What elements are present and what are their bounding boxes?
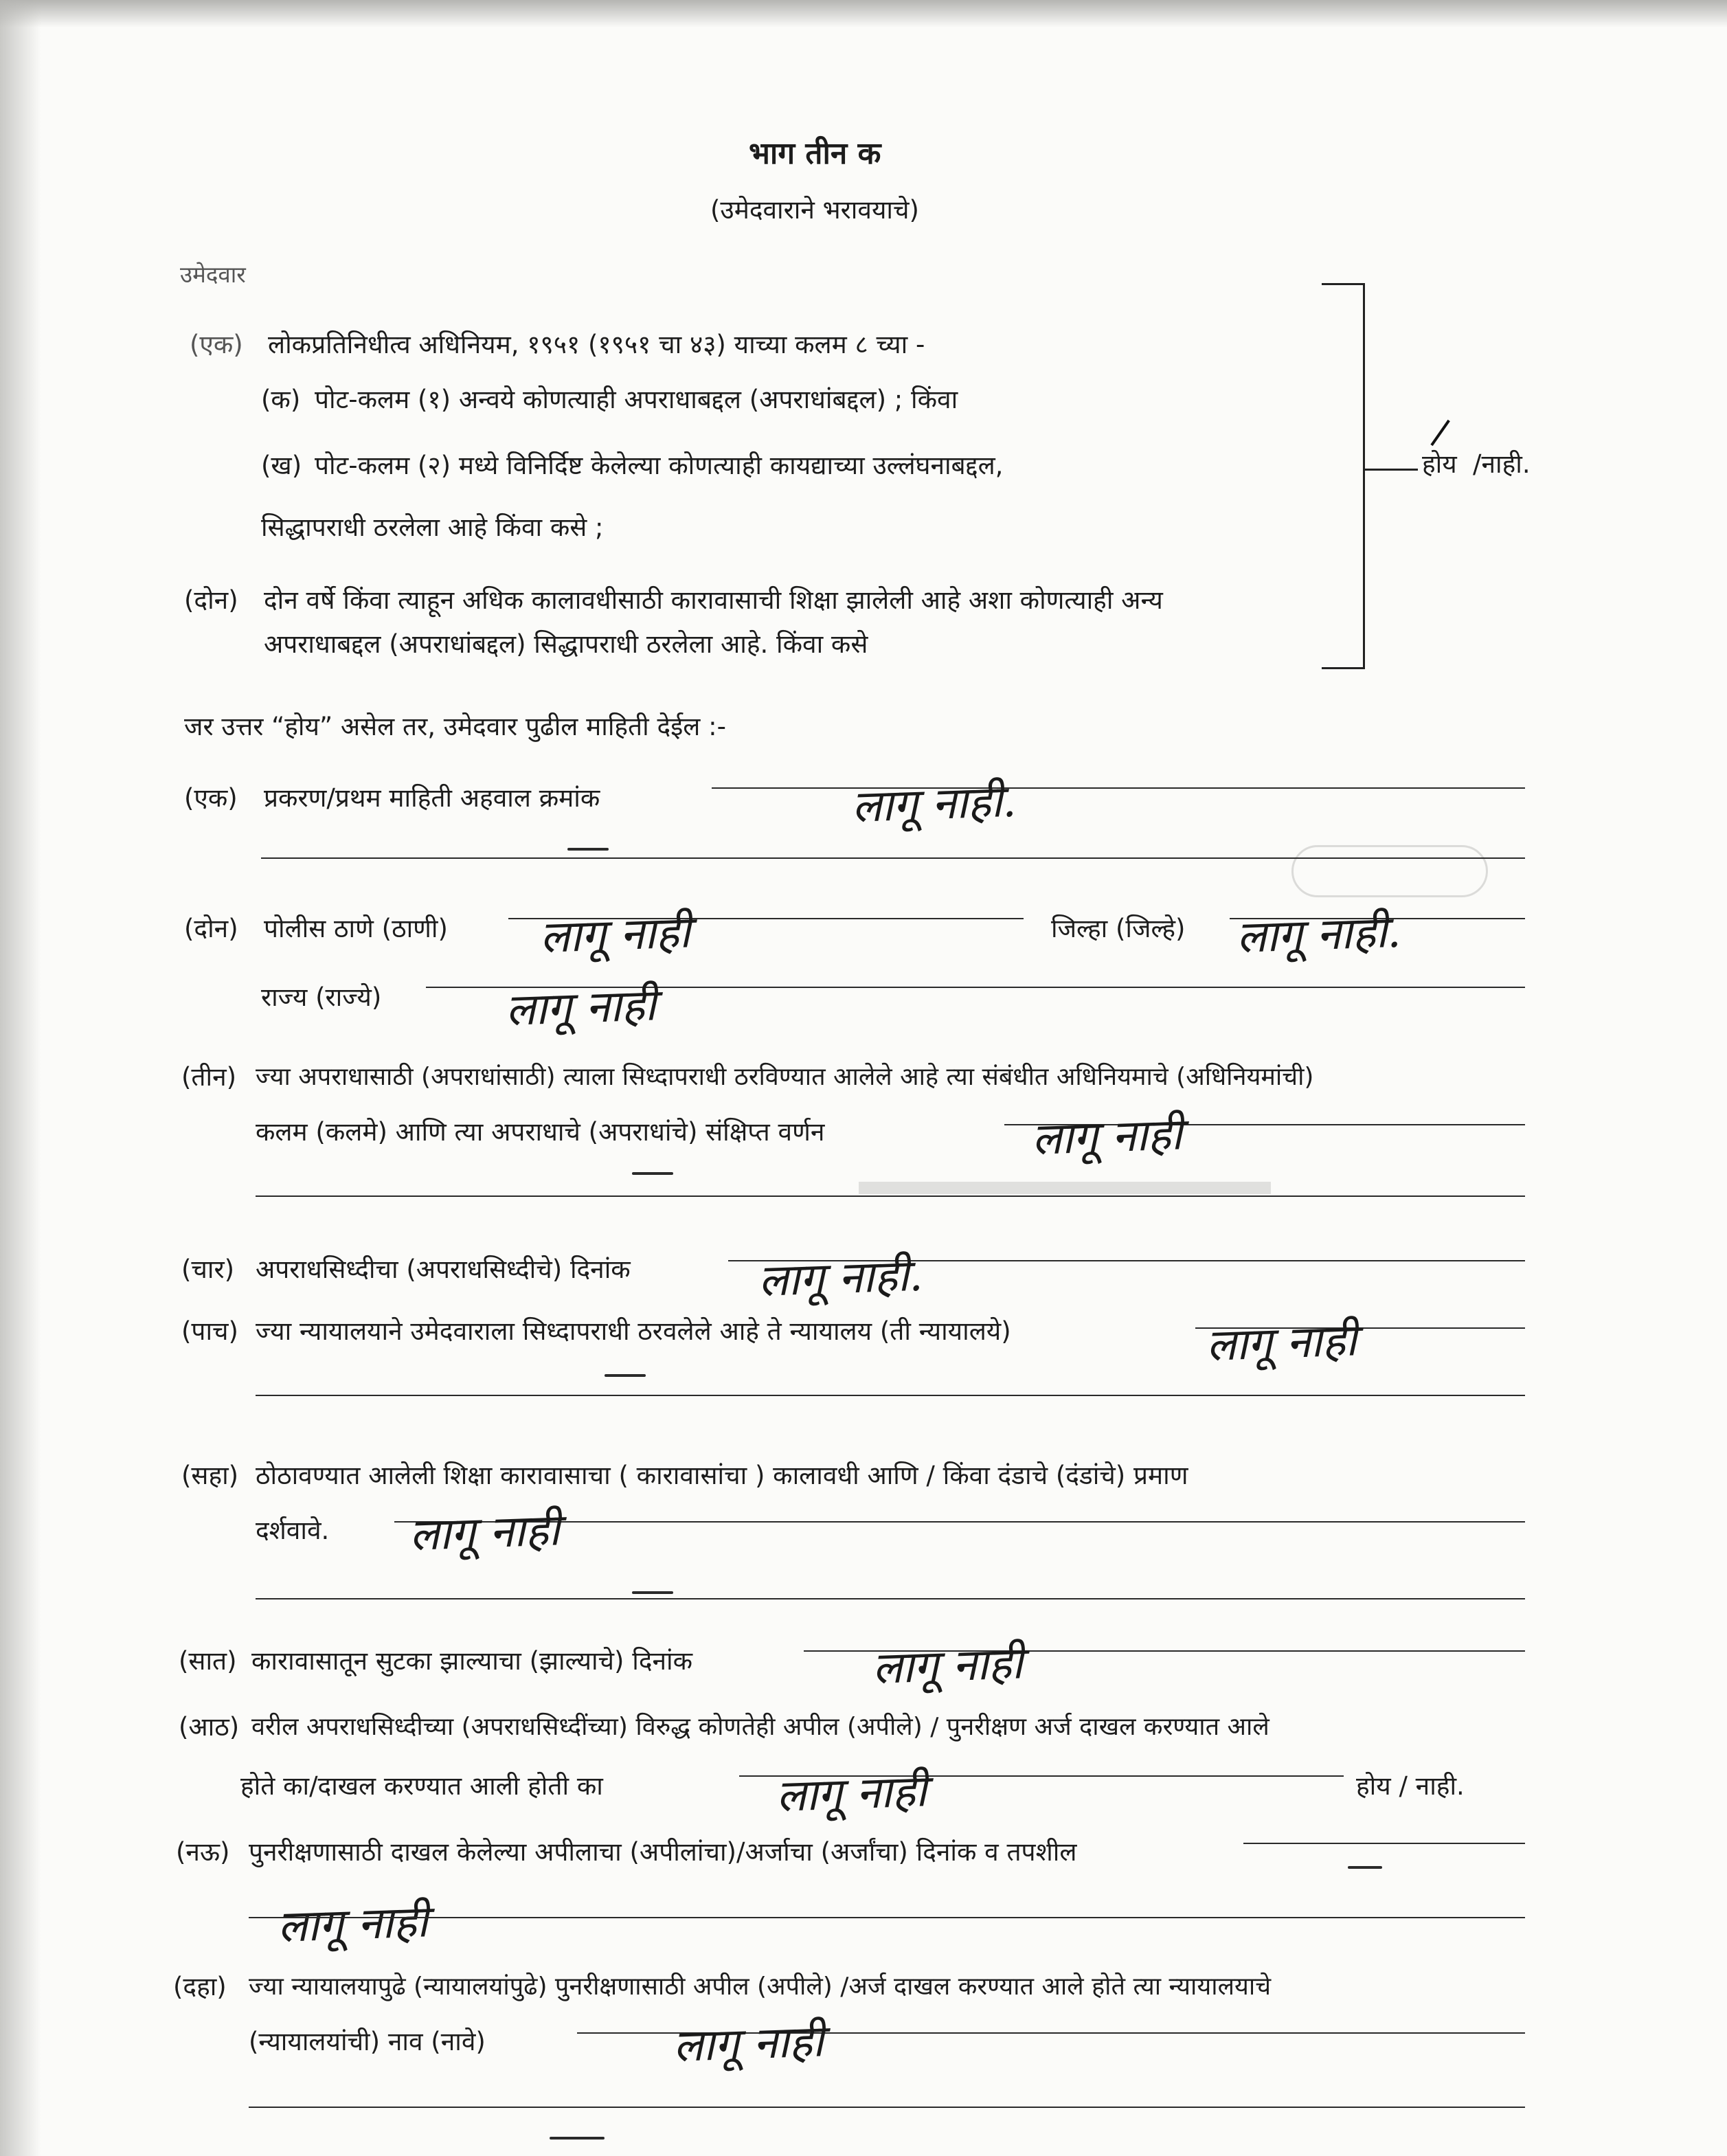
item-2-label: पोलीस ठाणे (ठाणी) bbox=[264, 914, 448, 943]
item-5-label: ज्या न्यायालयाने उमेदवाराला सिध्दापराधी ठरवलेले आहे ते न्यायालय (ती न्यायालये) bbox=[256, 1316, 1011, 1346]
item-6-dash bbox=[632, 1591, 673, 1594]
item-9-num: (नऊ) bbox=[176, 1837, 230, 1867]
yes-option: होय bbox=[1422, 449, 1457, 479]
page-subtitle: (उमेदवाराने भरावयाचे) bbox=[710, 195, 919, 225]
item-6-line-2 bbox=[256, 1598, 1525, 1599]
item-4-value: लागू नाही. bbox=[757, 1250, 924, 1307]
item-5-num: (पाच) bbox=[181, 1316, 238, 1346]
item-3-text-1: ज्या अपराधासाठी (अपराधांसाठी) त्याला सिध्दापराधी ठरविण्यात आलेले आहे त्या संबंधीत अधिनियमाचे (अधिनियमांची) bbox=[256, 1063, 1314, 1091]
item-3-line-2 bbox=[256, 1195, 1525, 1197]
answer-bracket-tick bbox=[1363, 469, 1418, 471]
item-1-num: (एक) bbox=[184, 783, 238, 813]
item-10-text-1: ज्या न्यायालयापुढे (न्यायालयांपुढे) पुनरीक्षणासाठी अपील (अपीले) /अर्ज दाखल करण्यात आले होते त्या न्यायालयाचे bbox=[249, 1973, 1272, 2001]
item-5-dash bbox=[605, 1374, 646, 1377]
item-6-value: लागू नाही bbox=[408, 1505, 561, 1561]
page-title: भाग तीन क bbox=[749, 136, 881, 171]
no-option: /नाही. bbox=[1473, 449, 1531, 479]
item-9-value: लागू नाही bbox=[276, 1896, 429, 1953]
item-8-num: (आठ) bbox=[179, 1712, 240, 1742]
item-3-dash bbox=[632, 1172, 673, 1175]
item-8-text-1: वरील अपराधसिध्दीच्या (अपराधसिध्दींच्या) विरुद्ध कोणतेही अपील (अपीले) / पुनरीक्षण अर्ज दाखल करण्यात आले bbox=[251, 1713, 1269, 1741]
item-1-label: प्रकरण/प्रथम माहिती अहवाल क्रमांक bbox=[264, 783, 600, 813]
item-3-text-2: कलम (कलमे) आणि त्या अपराधाचे (अपराधांचे) संक्षिप्त वर्णन bbox=[256, 1117, 825, 1147]
clause-ka-text: पोट-कलम (१) अन्वये कोणत्याही अपराधाबद्दल (अपराधांबद्दल) ; किंवा bbox=[315, 385, 958, 414]
clause-two-text-2: अपराधाबद्दल (अपराधांबद्दल) सिद्धापराधी ठरलेला आहे. किंवा कसे bbox=[264, 629, 868, 659]
item-9-line bbox=[1243, 1843, 1525, 1844]
candidate-label: उमेदवार bbox=[180, 261, 246, 288]
item-10-num: (दहा) bbox=[173, 1972, 227, 2001]
district-label: जिल्हा (जिल्हे) bbox=[1051, 914, 1186, 943]
yes-strikethrough bbox=[1430, 420, 1450, 446]
bleed-through-mark bbox=[1291, 845, 1488, 897]
item-7-label: कारावासातून सुटका झाल्याचा (झाल्याचे) दिनांक bbox=[251, 1646, 693, 1676]
item-1-dash bbox=[567, 848, 609, 851]
item-7-num: (सात) bbox=[179, 1646, 237, 1676]
item-9-dash bbox=[1348, 1866, 1382, 1869]
item-8-value: लागू नाही bbox=[775, 1766, 928, 1822]
item-8-text-2: होते का/दाखल करण्यात आली होती का bbox=[240, 1771, 603, 1801]
convicted-text: सिद्धापराधी ठरलेला आहे किंवा कसे ; bbox=[261, 513, 604, 542]
item-7-value: लागू नाही bbox=[871, 1638, 1024, 1694]
item-6-line bbox=[394, 1521, 1525, 1523]
item-10-text-2: (न्यायालयांची) नाव (नावे) bbox=[249, 2027, 486, 2056]
item-1-line bbox=[712, 787, 1525, 789]
item-2-num: (दोन) bbox=[184, 914, 238, 943]
clause-kha-text: पोट-कलम (२) मध्ये विनिर्दिष्ट केलेल्या कोणत्याही कायद्याच्या उल्लंघनाबद्दल, bbox=[315, 451, 1004, 480]
clause-ka-num: (क) bbox=[261, 385, 301, 414]
item-9-label: पुनरीक्षणासाठी दाखल केलेल्या अपीलाचा (अपीलांचा)/अर्जाचा (अर्जांचा) दिनांक व तपशील bbox=[249, 1837, 1077, 1867]
item-10-dash bbox=[550, 2137, 605, 2140]
item-3-value: लागू नाही bbox=[1030, 1109, 1184, 1165]
item-6-num: (सहा) bbox=[181, 1461, 239, 1490]
item-6-text-1: ठोठावण्यात आलेली शिक्षा कारावासाचा ( कारावासांचा ) कालावधी आणि / किंवा दंडाचे (दंडांचे) प्रमाण bbox=[256, 1461, 1188, 1490]
item-5-value: लागू नाही bbox=[1205, 1315, 1358, 1371]
if-yes-instruction: जर उत्तर “होय” असेल तर, उमेदवार पुढील माहिती देईल :- bbox=[184, 712, 726, 741]
state-value: लागू नाही bbox=[504, 980, 657, 1036]
item-1-value: लागू नाही. bbox=[850, 776, 1017, 833]
item-8-options: होय / नाही. bbox=[1356, 1771, 1465, 1801]
clause-one-text: लोकप्रतिनिधीत्व अधिनियम, १९५१ (१९५१ चा ४३) याच्या कलम ८ च्या - bbox=[268, 330, 925, 359]
clause-kha-num: (ख) bbox=[261, 451, 302, 480]
item-5-line-2 bbox=[256, 1395, 1525, 1396]
item-2-value: लागू नाही bbox=[539, 907, 692, 963]
item-9-line-2 bbox=[249, 1917, 1525, 1918]
answer-bracket bbox=[1322, 283, 1365, 669]
clause-two-text-1: दोन वर्षे किंवा त्याहून अधिक कालावधीसाठी कारावासाची शिक्षा झालेली आहे अशा कोणत्याही अन्य bbox=[264, 585, 1163, 615]
item-6-text-2: दर्शवावे. bbox=[256, 1516, 330, 1545]
bleed-through-mark bbox=[859, 1182, 1271, 1194]
clause-two-num: (दोन) bbox=[184, 585, 238, 615]
item-3-num: (तीन) bbox=[181, 1062, 237, 1092]
district-value: लागू नाही. bbox=[1235, 906, 1402, 963]
item-4-label: अपराधसिध्दीचा (अपराधसिध्दीचे) दिनांक bbox=[256, 1255, 631, 1284]
scan-shadow-top bbox=[0, 0, 1727, 27]
item-10-line-2 bbox=[249, 2107, 1525, 2108]
state-label: राज्य (राज्ये) bbox=[261, 982, 382, 1012]
item-1-line-2 bbox=[261, 857, 1525, 859]
clause-one-num: (एक) bbox=[190, 330, 243, 359]
scan-shadow-left bbox=[0, 0, 41, 2156]
item-10-value: लागू नाही bbox=[672, 2016, 825, 2072]
item-4-num: (चार) bbox=[181, 1255, 235, 1284]
